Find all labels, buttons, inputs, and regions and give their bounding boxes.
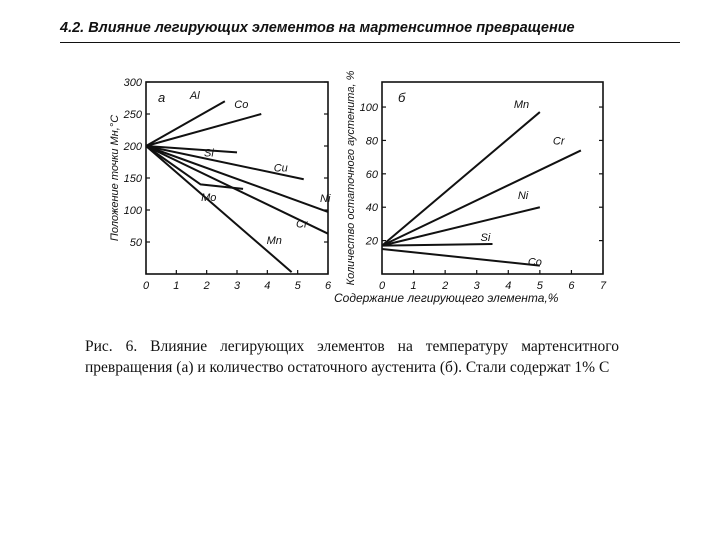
series-line-al — [146, 101, 225, 146]
y-tick-label: 40 — [365, 202, 378, 215]
x-tick-label: 3 — [233, 280, 241, 292]
y-axis-label: Положение точки Mн,°C — [109, 114, 121, 242]
panel-label: а — [158, 90, 166, 105]
y-tick-label: 80 — [365, 135, 378, 148]
x-tick-label: 0 — [142, 280, 150, 292]
y-axis-label: Количество остаточного аустенита, % — [345, 70, 357, 286]
figure-martensite-charts — [100, 60, 620, 310]
series-label-cu: Cu — [273, 162, 288, 175]
x-tick-label: 5 — [536, 280, 543, 292]
series-label-co: Co — [527, 256, 542, 269]
series-label-mn: Mn — [513, 99, 530, 112]
x-tick-label: 2 — [442, 280, 449, 292]
x-tick-label: 2 — [203, 280, 210, 292]
series-label-ni: Ni — [517, 190, 529, 203]
series-label-ni: Ni — [320, 192, 331, 205]
series-line-co — [146, 114, 261, 146]
series-line-co — [382, 249, 540, 266]
chart-panel-b — [345, 70, 607, 292]
x-tick-label: 6 — [568, 280, 575, 292]
y-tick-label: 300 — [123, 77, 142, 89]
series-label-cr: Cr — [296, 218, 308, 231]
y-tick-label: 250 — [123, 109, 142, 121]
series-line-si — [382, 244, 493, 246]
y-tick-label: 50 — [129, 237, 142, 249]
series-label-mo: Mo — [201, 191, 217, 204]
x-tick-label: 1 — [410, 280, 417, 292]
x-tick-label: 4 — [264, 280, 271, 292]
x-axis-label: Содержание легирующего элемента,% — [334, 291, 559, 305]
y-tick-label: 150 — [123, 173, 142, 185]
series-label-al: Al — [189, 90, 200, 103]
series-label-mn: Mn — [266, 235, 282, 248]
chart-panel-a — [109, 77, 559, 305]
y-tick-label: 20 — [365, 235, 378, 248]
figure-caption: Рис. 6. Влияние легирующих элементов на температуру мартенситного превращения (а) и количество остаточного аустенита (б). Стали содержат 1% С — [85, 338, 619, 376]
series-label-si: Si — [480, 231, 491, 244]
title-underline — [60, 42, 680, 43]
x-tick-label: 1 — [173, 280, 180, 292]
x-tick-label: 4 — [505, 280, 512, 292]
x-tick-label: 7 — [599, 280, 607, 292]
y-tick-label: 100 — [359, 102, 378, 115]
x-tick-label: 6 — [324, 280, 332, 292]
x-tick-label: 3 — [473, 280, 480, 292]
y-tick-label: 60 — [365, 168, 378, 181]
y-tick-label: 200 — [123, 141, 142, 153]
y-tick-label: 100 — [123, 205, 142, 217]
slide-title: 4.2. Влияние легирующих элементов на мартенситное превращение — [60, 20, 575, 36]
series-label-cr: Cr — [552, 135, 565, 148]
series-label-co: Co — [234, 99, 249, 111]
x-tick-label: 5 — [294, 280, 301, 292]
series-line-mn — [146, 146, 292, 272]
x-tick-label: 0 — [378, 280, 386, 292]
panel-label: б — [398, 90, 406, 105]
series-label-si: Si — [204, 147, 214, 160]
